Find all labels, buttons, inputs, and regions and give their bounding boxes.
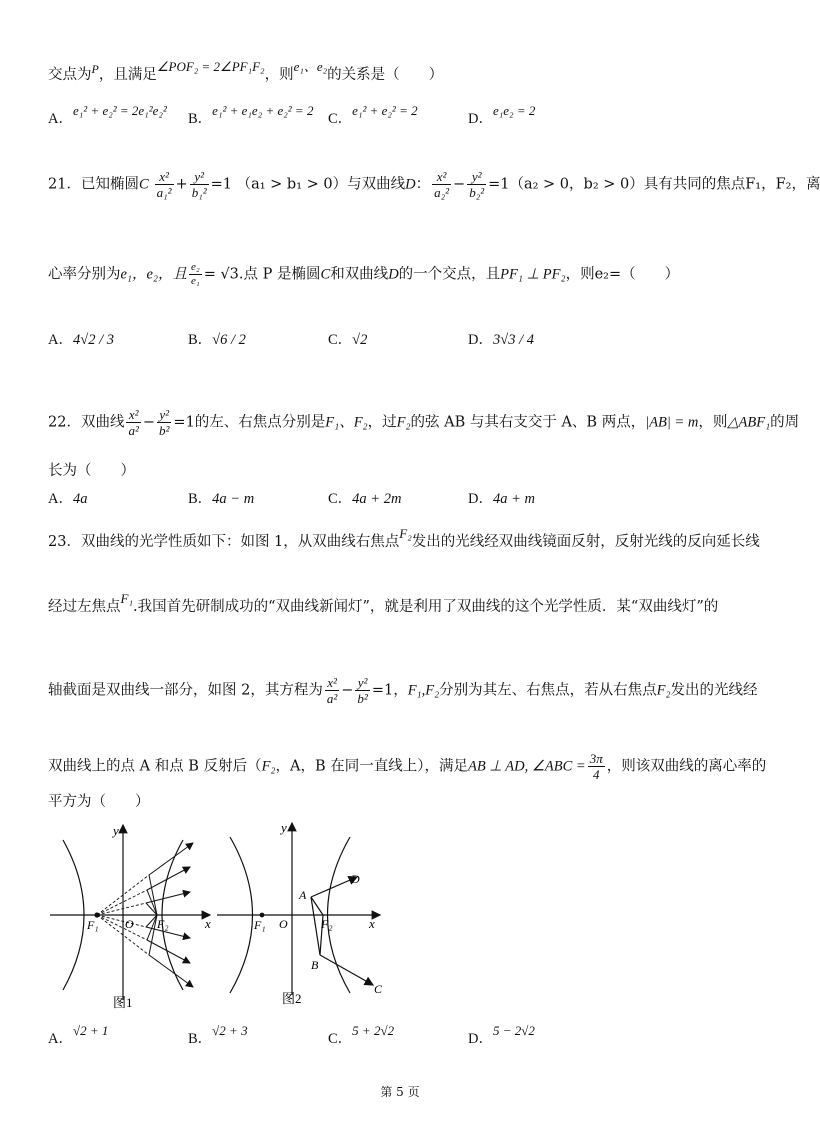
figure-2: [217, 823, 380, 995]
q23-l4c: AB ⊥ AD, ∠ABC =: [467, 758, 586, 775]
q23-option-d[interactable]: [468, 1023, 535, 1047]
q21-line2-c: 和双曲线: [330, 266, 389, 283]
fig2-label-B: B: [311, 958, 319, 972]
q23-l3f2: F₂: [656, 682, 671, 699]
q23-l1b: 发出的光线经双曲线镜面反射，反射光线的反向延长线: [411, 534, 760, 550]
fig2-label-O: O: [279, 917, 288, 931]
q23-l4d: ，则该双曲线的离心率的: [606, 758, 767, 775]
fig1-f1-dot: [95, 913, 99, 917]
q22-abs: |AB| = m: [645, 414, 699, 431]
q20-option-a[interactable]: [48, 103, 167, 127]
q23-num: 23．: [48, 534, 81, 550]
q23-l4a: 双曲线上的点 A 和点 B 反射后（: [48, 758, 262, 775]
fig1-label-x: x: [205, 916, 211, 931]
q20-post: ，则: [264, 66, 294, 83]
q20-option-c[interactable]: [328, 103, 418, 127]
three-pi-over-four: $\frac{3\pi}{4}$: [589, 751, 603, 782]
q23-line1: [48, 526, 760, 550]
q23-option-c[interactable]: [328, 1023, 395, 1047]
q21-num: 21．: [48, 176, 81, 193]
q22-f2: F₂: [396, 414, 411, 431]
q23-l3a: 轴截面是双曲线一部分，如图 2，其方程为: [48, 682, 323, 699]
q21-C-2: C: [320, 266, 331, 283]
option-expr: 4a − m: [212, 491, 255, 507]
q23-line3: 轴截面是双曲线一部分，如图 2，其方程为 $\frac{\text{x²}}{\text{a²}}$ − $\frac{\text{y²}}{\text{b²}}$ =1，F₁,F₂分别为其左、右焦点，若从右焦点F₂发出的光线经: [48, 675, 758, 706]
fig1-label-F1: F₁: [87, 918, 99, 932]
fig2-label-x: x: [369, 916, 375, 931]
fig2-label-F1: F₁: [254, 918, 266, 932]
q21-C: C: [138, 176, 149, 193]
q22-line2: 长为（ ）: [48, 463, 135, 479]
q23-line5: 平方为（ ）: [48, 794, 150, 810]
option-expr: √2 + 3: [212, 1023, 248, 1038]
option-label: B．: [188, 111, 213, 127]
e-ratio: $\frac{\text{e₂}}{\text{e₁}}$: [190, 261, 200, 287]
option-expr: √6 / 2: [212, 332, 246, 348]
q21-D-2: D: [388, 266, 399, 283]
q23-l3d: 发出的光线经: [670, 682, 758, 699]
figure-1: [50, 825, 210, 1000]
q23-option-a[interactable]: [48, 1023, 109, 1047]
fig1-label-O: O: [125, 917, 134, 931]
page-number: 第 5 页: [380, 1085, 420, 1099]
q23-l3c: 分别为其左、右焦点，若从右焦点: [439, 682, 657, 699]
q22-option-a[interactable]: [48, 492, 87, 507]
q21-line2-b: .点 P 是椭圆: [238, 266, 321, 283]
fig2-label-C: C: [374, 982, 383, 996]
q23-l1a: 双曲线的光学性质如下：如图 1，从双曲线右焦点: [80, 534, 400, 550]
fig2-label-y: y: [281, 820, 287, 835]
q22-line1-d: 的弦 AB 与其右支交于 A、B 两点，: [410, 414, 646, 431]
q23-l2f: F₁: [120, 591, 133, 606]
q23-l4f: F₂: [261, 758, 276, 775]
option-expr: 4a + m: [492, 491, 535, 507]
option-label: A．: [48, 1031, 73, 1047]
hyperbola-eq-y: $\frac{\text{y²}}{\text{b₂²}}$: [469, 169, 485, 200]
q20-end: 的关系是（ ）: [327, 66, 444, 83]
q21-option-b[interactable]: [188, 333, 246, 348]
option-label: C．: [328, 332, 353, 348]
q23-line2: [48, 591, 719, 615]
q21-line1-b: （a₁ > b₁ > 0）与双曲线: [236, 176, 406, 193]
option-label: D．: [468, 332, 493, 348]
q22-line1-e: ，则: [698, 414, 728, 431]
q22-option-c[interactable]: [328, 492, 401, 507]
q23-eq-x: $\frac{\text{x²}}{\text{a²}}$: [326, 675, 338, 706]
option-expr: 5 − 2√2: [492, 1023, 535, 1038]
ellipse-eq-y: $\frac{\text{y²}}{\text{b₁²}}$: [191, 169, 207, 200]
option-expr: e₁² + e₁e₂ + e₂² = 2: [212, 103, 314, 118]
option-label: A．: [48, 111, 73, 127]
q22-eq-x: $\frac{\text{x²}}{\text{a²}}$: [128, 407, 139, 438]
option-label: B．: [188, 491, 213, 507]
q21-ask: e₂=（ ）: [594, 266, 680, 283]
q23-l2b: .我国首先研制成功的“双曲线新闻灯”，就是利用了双曲线的这个光学性质．某“双曲线灯”的: [132, 599, 719, 615]
fig2-caption: 图2: [282, 991, 302, 1006]
q20-pre: 交点为: [48, 66, 92, 83]
q21-line2-a: 心率分别为: [48, 266, 121, 283]
q20-option-d[interactable]: [468, 103, 536, 127]
q22-line1-c: ，过: [367, 414, 397, 431]
q21-ratio: = √3: [203, 266, 239, 283]
q21-line2-e: ，则: [565, 266, 595, 283]
fig2-label-F2: F₂: [321, 917, 333, 931]
q22-num: 22．: [48, 414, 81, 431]
option-expr: 4a: [72, 491, 88, 507]
option-label: B．: [188, 332, 213, 348]
option-expr: 5 + 2√2: [352, 1023, 395, 1038]
q21-line1-a: 已知椭圆: [80, 176, 139, 193]
q23-l2a: 经过左焦点: [48, 599, 121, 615]
q22-option-d[interactable]: [468, 492, 535, 507]
q21-perp: PF₁ ⊥ PF₂: [500, 266, 566, 283]
fig2-label-A: A: [299, 888, 307, 902]
q21-line1-c: （a₂ > 0，b₂ > 0）具有共同的焦点: [509, 176, 746, 193]
q20-option-b[interactable]: [188, 103, 314, 127]
q21-option-c[interactable]: [328, 333, 367, 348]
option-label: D．: [468, 1031, 493, 1047]
option-expr: √2 + 1: [72, 1023, 109, 1038]
q20-mid: ，且满足: [98, 66, 157, 83]
q23-figures: [45, 815, 445, 1015]
q22-tri: △ABF₁: [727, 414, 771, 431]
option-label: A．: [48, 491, 73, 507]
q21-option-a[interactable]: [48, 333, 114, 348]
fig1-caption: 图1: [113, 995, 133, 1010]
fig1-label-F2: F₂: [157, 917, 169, 931]
q21-foci: F₁，F₂，离: [745, 176, 820, 193]
option-label: D．: [468, 491, 493, 507]
q21-D: D: [405, 176, 416, 193]
q23-l3b: ，: [393, 682, 408, 699]
option-expr: 4√2 / 3: [72, 332, 114, 348]
option-expr: e₁² + e₂² = 2: [352, 103, 418, 118]
q22-line1-f: 的周: [770, 414, 800, 431]
q21-e12: e₁，e₂，且: [120, 266, 187, 283]
option-label: C．: [328, 491, 353, 507]
q21-line1: 21．已知椭圆C $\frac{\text{x²}}{\text{a₁²}}$ + $\frac{\text{y²}}{\text{b₁²}}$ =1 （a₁ > b₁ > 0）与双曲线D： $\frac{\text{x²}}{\text{a₂²}}$ − $\frac{\text{y²}}{\text{b₂²}}$ =1（a₂ > 0，b₂ > 0）具有共同的焦点F₁，F₂，离: [48, 169, 820, 200]
option-expr: 4a + 2m: [352, 491, 402, 507]
fig2-f1-dot: [260, 913, 264, 917]
option-label: B．: [188, 1031, 213, 1047]
option-label: D．: [468, 111, 493, 127]
option-expr: e₁e₂ = 2: [492, 103, 536, 118]
q22-eq-y: $\frac{\text{y²}}{\text{b²}}$: [159, 407, 170, 438]
option-expr: e₁² + e₂² = 2e₁²e₂²: [72, 103, 167, 118]
q23-l1f: F₂: [399, 526, 412, 541]
q20-e: e₁、e₂: [293, 58, 328, 74]
q20-line: [48, 58, 444, 83]
q20-p: P: [91, 62, 99, 76]
q22-foci: F₁、F₂: [325, 414, 368, 431]
q21-option-d[interactable]: [468, 333, 534, 348]
option-label: A．: [48, 332, 73, 348]
ellipse-eq-x: $\frac{\text{x²}}{\text{a₁²}}$: [156, 169, 172, 200]
q22-option-b[interactable]: [188, 492, 254, 507]
q20-cond: ∠POF₂ = 2∠PF₁F₂: [156, 58, 265, 74]
q21-line2-d: 的一个交点，且: [398, 266, 501, 283]
fig1-label-y: y: [113, 823, 119, 838]
option-label: C．: [328, 1031, 353, 1047]
fig2-ray-b-c: [320, 955, 373, 985]
fig2-line-ab: [311, 897, 320, 955]
q22-line1: 22．双曲线 $\frac{\text{x²}}{\text{a²}}$ − $\frac{\text{y²}}{\text{b²}}$ =1的左、右焦点分别是F₁、F₂，过F₂的弦 AB 与其右支交于 A、B 两点，|AB| = m，则△ABF₁的周: [48, 407, 800, 438]
hyperbola-eq-x: $\frac{\text{x²}}{\text{a₂²}}$: [434, 169, 450, 200]
option-expr: √2: [352, 332, 368, 348]
option-label: C．: [328, 111, 353, 127]
q21-line2: [48, 262, 679, 287]
q23-l3f: F₁,F₂: [407, 682, 440, 699]
q23-l4b: ，A，B 在同一直线上），满足: [275, 758, 468, 775]
q22-line1-b: 的左、右焦点分别是: [194, 414, 326, 431]
q22-line1-a: 双曲线: [80, 414, 125, 431]
q23-line4: [48, 752, 766, 781]
q23-eq-y: $\frac{\text{y²}}{\text{b²}}$: [357, 675, 368, 706]
q23-option-b[interactable]: [188, 1023, 248, 1047]
option-expr: 3√3 / 4: [492, 332, 534, 348]
fig2-label-D: D: [351, 872, 360, 886]
